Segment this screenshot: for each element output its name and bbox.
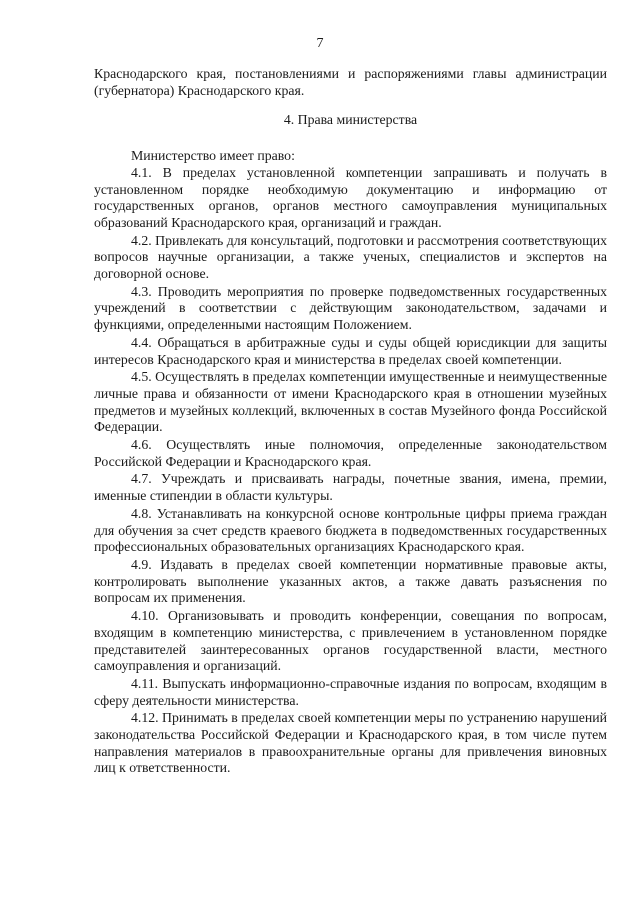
lead-paragraph: Министерство имеет право:: [131, 148, 295, 164]
document-body: [94, 66, 607, 777]
item-4-2: 4.2. Привлекать для консультаций, подготовки и рассмотрения соответствующих вопросов научные организации, а также ученых, специалистов и экспертов на договорной основе.: [94, 232, 607, 282]
item-4-9: 4.9. Издавать в пределах своей компетенции нормативные правовые акты, контролировать выполнение указанных актов, а также давать разъяснения по вопросам их применения.: [94, 556, 607, 606]
intro-paragraph: Краснодарского края, постановлениями и распоряжениями главы администрации (губернатора) Краснодарского края.: [94, 66, 607, 98]
item-4-5: 4.5. Осуществлять в пределах компетенции имущественные и неимущественные личные права и обязанности от имени Краснодарского края в отношении музейных предметов и музейных коллекций, включенных в состав Музейного фонда Российской Федерации.: [94, 369, 607, 435]
item-4-6: 4.6. Осуществлять иные полномочия, определенные законодательством Российской Федерации и Краснодарского края.: [94, 437, 607, 469]
item-4-8: 4.8. Устанавливать на конкурсной основе контрольные цифры приема граждан для обучения за счет средств краевого бюджета в подведомственных государственных профессиональных образовательных организациях Краснодарского края.: [94, 505, 607, 555]
page-number: 7: [316, 36, 324, 51]
item-4-10: 4.10. Организовывать и проводить конференции, совещания по вопросам, входящим в компетенцию министерства, с привлечением в установленном порядке представителей заинтересованных органов государственной власти, местного самоуправления и организаций.: [94, 608, 607, 674]
section-heading: 4. Права министерства: [283, 112, 418, 128]
item-4-11: 4.11. Выпускать информационно-справочные издания по вопросам, входящим в сферу деятельности министерства.: [94, 675, 607, 708]
item-4-12: 4.12. Принимать в пределах своей компетенции меры по устранению нарушений законодательства Российской Федерации и Краснодарского края, в том числе путем направления материалов в правоохранительные органы для привлечения виновных лиц к ответственности.: [94, 710, 607, 776]
item-4-3: 4.3. Проводить мероприятия по проверке подведомственных государственных учреждений в соответствии с действующим законодательством, задачами и функциями, определенными настоящим Положением.: [94, 283, 607, 333]
item-4-4: 4.4. Обращаться в арбитражные суды и суды общей юрисдикции для защиты интересов Краснодарского края и министерства в пределах своей компетенции.: [94, 334, 607, 367]
item-4-1: 4.1. В пределах установленной компетенции запрашивать и получать в установленном порядке необходимую документацию и информацию от государственных органов, органов местного самоуправления муниципальных образований Краснодарского края, организаций и граждан.: [94, 164, 607, 230]
item-4-7: 4.7. Учреждать и присваивать награды, почетные звания, имена, премии, именные стипендии в области культуры.: [94, 471, 607, 504]
